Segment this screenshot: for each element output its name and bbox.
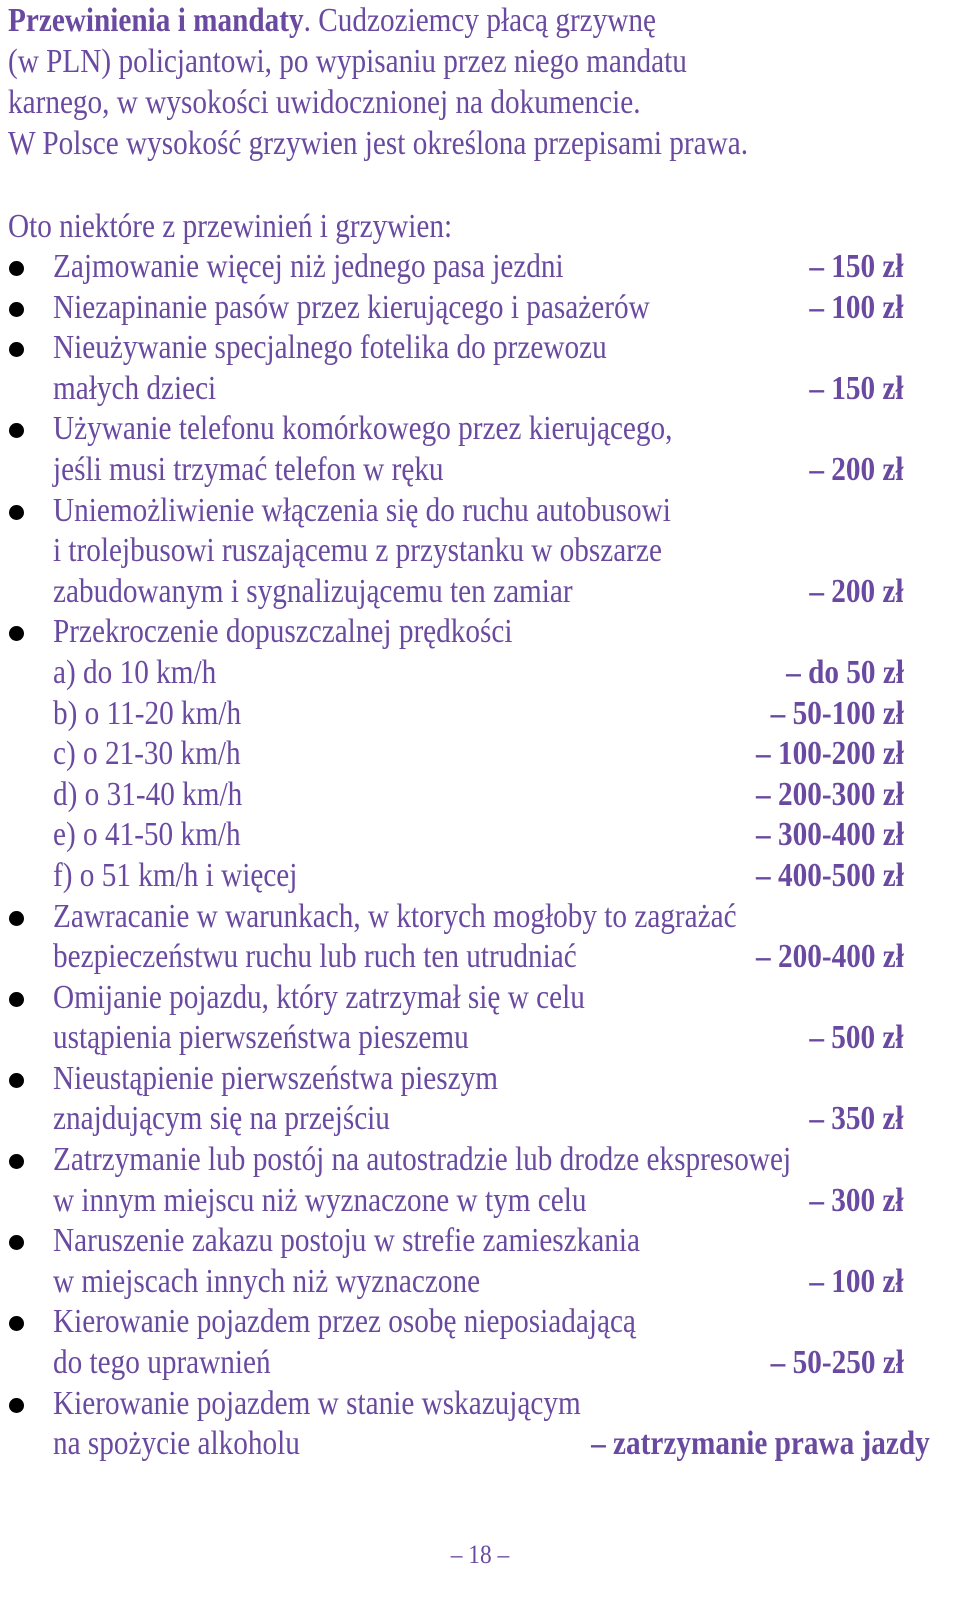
intro-line: (w PLN) policjantowi, po wypisaniu przez niego mandatu — [8, 43, 687, 80]
fine-amount: – 150 zł — [809, 248, 904, 285]
offense-text: Przekroczenie dopuszczalnej prędkości — [53, 613, 513, 651]
speed-subitem — [0, 775, 960, 816]
offense-text: c) o 21-30 km/h — [53, 735, 241, 773]
offense-item — [0, 491, 960, 613]
offense-item — [0, 1059, 960, 1140]
offense-line — [0, 247, 960, 288]
offense-text: Kierowanie pojazdem przez osobę nieposiadającą — [53, 1303, 636, 1341]
offense-item — [0, 1140, 960, 1221]
offense-line — [0, 734, 960, 775]
offense-text: e) o 41-50 km/h — [53, 816, 241, 854]
intro-line: W Polsce wysokość grzywien jest określona przepisami prawa. — [8, 125, 749, 162]
bullet-icon — [9, 302, 24, 317]
offense-line — [0, 815, 960, 856]
bullet-icon — [9, 342, 24, 357]
offense-line — [0, 328, 960, 369]
fine-amount: – 400-500 zł — [756, 856, 904, 894]
offense-line — [0, 897, 960, 938]
offense-item — [0, 1302, 960, 1383]
offense-text: Niezapinanie pasów przez kierującego i pasażerów — [53, 288, 650, 326]
fine-amount: – 100 zł — [809, 1262, 904, 1300]
bullet-icon — [9, 626, 24, 641]
offense-text: Zatrzymanie lub postój na autostradzie lub drodze ekspresowej — [53, 1141, 792, 1179]
offense-line — [0, 1099, 960, 1140]
offense-text: bezpieczeństwu ruchu lub ruch ten utrudniać — [53, 938, 577, 976]
offense-line — [0, 937, 960, 978]
speed-subitem — [0, 653, 960, 694]
bullet-icon — [9, 992, 24, 1007]
offense-text: Omijanie pojazdu, który zatrzymał się w celu — [53, 978, 585, 1016]
fine-amount: – 300 zł — [809, 1181, 904, 1219]
offense-text: Kierowanie pojazdem w stanie wskazującym — [53, 1384, 581, 1422]
bullet-icon — [9, 911, 24, 926]
fine-amount: – 50-100 zł — [770, 694, 904, 732]
fine-amount: – 200 zł — [809, 450, 904, 488]
offense-line — [0, 1302, 960, 1343]
offense-line — [0, 653, 960, 694]
bullet-icon — [9, 423, 24, 438]
fine-amount: – 350 zł — [809, 1100, 904, 1138]
offense-line — [0, 1384, 960, 1425]
offense-text: Naruszenie zakazu postoju w strefie zamieszkania — [53, 1222, 640, 1260]
offense-item — [0, 247, 960, 288]
fine-amount: – 150 zł — [809, 369, 904, 407]
offense-text: do tego uprawnień — [53, 1344, 271, 1382]
offense-line — [0, 612, 960, 653]
offense-text: f) o 51 km/h i więcej — [53, 856, 298, 894]
offense-item — [0, 409, 960, 490]
offense-text: znajdującym się na przejściu — [53, 1100, 390, 1138]
offense-line — [0, 694, 960, 735]
offense-list — [0, 247, 960, 1465]
fine-amount: – 200 zł — [809, 572, 904, 610]
offense-text: a) do 10 km/h — [53, 653, 217, 691]
offense-line — [0, 1424, 960, 1465]
fine-amount: – 500 zł — [809, 1019, 904, 1057]
offense-line — [0, 450, 960, 491]
fine-amount: – 200-400 zł — [756, 938, 904, 976]
speed-subitem — [0, 815, 960, 856]
list-heading: Oto niektóre z przewinień i grzywien: — [8, 208, 453, 245]
offense-text: w innym miejscu niż wyznaczone w tym celu — [53, 1181, 587, 1219]
offense-text: i trolejbusowi ruszającemu z przystanku w obszarze — [53, 532, 662, 570]
offense-line — [0, 1018, 960, 1059]
offense-text: ustąpienia pierwszeństwa pieszemu — [53, 1019, 469, 1057]
offense-text: Nieużywanie specjalnego fotelika do przewozu — [53, 329, 607, 367]
offense-text: Nieustąpienie pierwszeństwa pieszym — [53, 1059, 498, 1097]
bullet-icon — [9, 505, 24, 520]
fine-amount: – 50-250 zł — [770, 1344, 904, 1382]
offense-line — [0, 1343, 960, 1384]
offense-item — [0, 612, 960, 653]
offense-text: na spożycie alkoholu — [53, 1425, 300, 1463]
offense-text: małych dzieci — [53, 369, 217, 407]
offense-line — [0, 409, 960, 450]
fine-amount: – do 50 zł — [786, 653, 904, 691]
offense-item — [0, 288, 960, 329]
offense-text: Zajmowanie więcej niż jednego pasa jezdni — [53, 248, 564, 285]
intro-line: karnego, w wysokości uwidocznionej na dokumencie. — [8, 84, 641, 121]
fine-amount: – zatrzymanie prawa jazdy — [591, 1425, 930, 1463]
offense-line — [0, 288, 960, 329]
intro-paragraph — [8, 0, 782, 164]
bullet-icon — [9, 261, 24, 276]
offense-text: b) o 11-20 km/h — [53, 694, 242, 732]
bullet-icon — [9, 1073, 24, 1088]
offense-line — [0, 978, 960, 1019]
offense-line — [0, 491, 960, 532]
offense-text: jeśli musi trzymać telefon w ręku — [53, 450, 444, 488]
offense-item — [0, 1221, 960, 1302]
offense-text: zabudowanym i sygnalizującemu ten zamiar — [53, 572, 573, 610]
fine-amount: – 200-300 zł — [756, 775, 904, 813]
offense-line — [0, 856, 960, 897]
fine-amount: – 100 zł — [809, 288, 904, 326]
bullet-icon — [9, 1154, 24, 1169]
offense-item — [0, 1384, 960, 1465]
page-number: – 18 – — [450, 1540, 510, 1569]
speed-subitem — [0, 856, 960, 897]
offense-line — [0, 1059, 960, 1100]
speed-subitem — [0, 734, 960, 775]
bullet-icon — [9, 1316, 24, 1331]
offense-text: Uniemożliwienie włączenia się do ruchu autobusowi — [53, 491, 671, 529]
offense-line — [0, 775, 960, 816]
offense-text: d) o 31-40 km/h — [53, 775, 243, 813]
offense-line — [0, 531, 960, 572]
offense-text: w miejscach innych niż wyznaczone — [53, 1262, 481, 1300]
offense-line — [0, 1262, 960, 1303]
offense-line — [0, 572, 960, 613]
offense-line — [0, 1181, 960, 1222]
offense-text: Używanie telefonu komórkowego przez kierującego, — [53, 410, 673, 448]
bullet-icon — [9, 1398, 24, 1413]
speed-subitem — [0, 694, 960, 735]
offense-item — [0, 897, 960, 978]
offense-text: Zawracanie w warunkach, w ktorych mogłoby to zagrażać — [53, 897, 737, 935]
section-title: Przewinienia i mandaty — [8, 2, 304, 39]
offense-line — [0, 1221, 960, 1262]
fine-amount: – 300-400 zł — [756, 816, 904, 854]
fine-amount: – 100-200 zł — [756, 735, 904, 773]
offense-item — [0, 978, 960, 1059]
offense-line — [0, 369, 960, 410]
intro-line: . Cudzoziemcy płacą grzywnę — [303, 2, 656, 39]
offense-item — [0, 328, 960, 409]
offense-line — [0, 1140, 960, 1181]
bullet-icon — [9, 1235, 24, 1250]
